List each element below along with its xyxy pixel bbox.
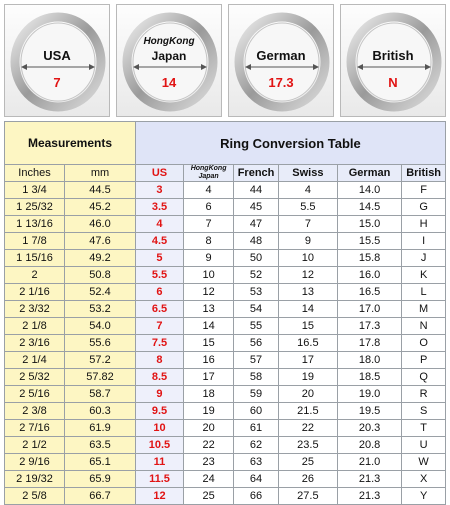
cell-german: 18.0 (337, 352, 401, 369)
col-hongkong-japan (183, 165, 233, 182)
cell-hongkong-japan: 8 (183, 233, 233, 250)
cell-british: S (402, 403, 446, 420)
cell-british: I (402, 233, 446, 250)
cell-inches: 1 7/8 (5, 233, 65, 250)
table-row (5, 216, 446, 233)
cell-hongkong-japan: 9 (183, 250, 233, 267)
cell-us: 4 (135, 216, 183, 233)
cell-british: O (402, 335, 446, 352)
cell-inches: 2 3/32 (5, 301, 65, 318)
cell-hongkong-japan: 18 (183, 386, 233, 403)
cell-us: 6.5 (135, 301, 183, 318)
col-german: German (337, 165, 401, 182)
cell-german: 16.5 (337, 284, 401, 301)
cell-hongkong-japan: 16 (183, 352, 233, 369)
cell-mm: 53.2 (65, 301, 136, 318)
ring-country-line1: HongKong (143, 36, 195, 47)
cell-inches: 2 (5, 267, 65, 284)
cell-inches: 2 5/16 (5, 386, 65, 403)
cell-mm: 47.6 (65, 233, 136, 250)
cell-mm: 60.3 (65, 403, 136, 420)
table-row (5, 454, 446, 471)
cell-us: 9 (135, 386, 183, 403)
table-row (5, 199, 446, 216)
cell-swiss: 15 (278, 318, 337, 335)
cell-british: G (402, 199, 446, 216)
cell-us: 4.5 (135, 233, 183, 250)
cell-inches: 2 7/16 (5, 420, 65, 437)
cell-mm: 65.1 (65, 454, 136, 471)
cell-swiss: 21.5 (278, 403, 337, 420)
cell-us: 3.5 (135, 199, 183, 216)
cell-swiss: 25 (278, 454, 337, 471)
cell-swiss: 22 (278, 420, 337, 437)
cell-french: 44 (234, 182, 279, 199)
table-row (5, 301, 446, 318)
cell-swiss: 20 (278, 386, 337, 403)
ring-country-label (117, 35, 221, 63)
ring-card-german (228, 4, 334, 117)
table-row (5, 267, 446, 284)
cell-german: 20.8 (337, 437, 401, 454)
cell-inches: 2 1/2 (5, 437, 65, 454)
cell-mm: 63.5 (65, 437, 136, 454)
cell-us: 10.5 (135, 437, 183, 454)
cell-hongkong-japan: 6 (183, 199, 233, 216)
col-swiss: Swiss (278, 165, 337, 182)
cell-mm: 45.2 (65, 199, 136, 216)
col-british: British (402, 165, 446, 182)
ring-size-value: 14 (161, 75, 177, 90)
table-row (5, 352, 446, 369)
ring-size-value: 7 (53, 75, 61, 90)
cell-hongkong-japan: 12 (183, 284, 233, 301)
cell-british: M (402, 301, 446, 318)
table-row (5, 233, 446, 250)
cell-german: 16.0 (337, 267, 401, 284)
cell-hongkong-japan: 7 (183, 216, 233, 233)
table-row (5, 403, 446, 420)
col-mm: mm (65, 165, 136, 182)
cell-us: 5 (135, 250, 183, 267)
table-row (5, 369, 446, 386)
table-row (5, 318, 446, 335)
cell-inches: 1 15/16 (5, 250, 65, 267)
cell-french: 47 (234, 216, 279, 233)
cell-inches: 2 3/8 (5, 403, 65, 420)
cell-british: F (402, 182, 446, 199)
cell-mm: 44.5 (65, 182, 136, 199)
cell-french: 64 (234, 471, 279, 488)
cell-mm: 65.9 (65, 471, 136, 488)
cell-french: 66 (234, 488, 279, 505)
cell-hongkong-japan: 13 (183, 301, 233, 318)
cell-us: 7.5 (135, 335, 183, 352)
cell-german: 15.5 (337, 233, 401, 250)
cell-british: K (402, 267, 446, 284)
cell-mm: 50.8 (65, 267, 136, 284)
cell-german: 18.5 (337, 369, 401, 386)
cell-french: 50 (234, 250, 279, 267)
cell-swiss: 19 (278, 369, 337, 386)
table-row (5, 488, 446, 505)
cell-hongkong-japan: 19 (183, 403, 233, 420)
cell-swiss: 9 (278, 233, 337, 250)
cell-hongkong-japan: 4 (183, 182, 233, 199)
cell-inches: 2 1/16 (5, 284, 65, 301)
cell-swiss: 14 (278, 301, 337, 318)
cell-inches: 2 5/32 (5, 369, 65, 386)
cell-british: U (402, 437, 446, 454)
cell-german: 17.8 (337, 335, 401, 352)
cell-british: X (402, 471, 446, 488)
cell-swiss: 23.5 (278, 437, 337, 454)
cell-inches: 2 19/32 (5, 471, 65, 488)
ring-country-label: British (372, 48, 414, 63)
cell-swiss: 26 (278, 471, 337, 488)
cell-british: T (402, 420, 446, 437)
cell-french: 53 (234, 284, 279, 301)
cell-german: 21.3 (337, 471, 401, 488)
cell-french: 48 (234, 233, 279, 250)
cell-swiss: 4 (278, 182, 337, 199)
cell-inches: 2 1/4 (5, 352, 65, 369)
col-hk-line1: HongKong (190, 165, 227, 172)
table-row (5, 250, 446, 267)
table-row (5, 420, 446, 437)
cell-german: 15.0 (337, 216, 401, 233)
cell-us: 9.5 (135, 403, 183, 420)
cell-swiss: 16.5 (278, 335, 337, 352)
cell-french: 59 (234, 386, 279, 403)
cell-british: L (402, 284, 446, 301)
cell-german: 21.3 (337, 488, 401, 505)
cell-swiss: 17 (278, 352, 337, 369)
cell-swiss: 13 (278, 284, 337, 301)
ring-country-label: German (256, 48, 306, 63)
cell-mm: 54.0 (65, 318, 136, 335)
cell-hongkong-japan: 20 (183, 420, 233, 437)
cell-hongkong-japan: 25 (183, 488, 233, 505)
measurements-header: Measurements (5, 122, 136, 165)
cell-german: 14.5 (337, 199, 401, 216)
cell-us: 11 (135, 454, 183, 471)
column-header-row (5, 165, 446, 182)
cell-hongkong-japan: 22 (183, 437, 233, 454)
table-row (5, 386, 446, 403)
cell-mm: 49.2 (65, 250, 136, 267)
cell-swiss: 5.5 (278, 199, 337, 216)
cell-german: 14.0 (337, 182, 401, 199)
cell-inches: 2 5/8 (5, 488, 65, 505)
ring-card-hongkong-japan (116, 4, 222, 117)
cell-british: H (402, 216, 446, 233)
cell-inches: 1 3/4 (5, 182, 65, 199)
cell-german: 21.0 (337, 454, 401, 471)
cell-mm: 57.2 (65, 352, 136, 369)
cell-us: 10 (135, 420, 183, 437)
ring-conversion-table (4, 121, 446, 505)
cell-french: 58 (234, 369, 279, 386)
cell-mm: 57.82 (65, 369, 136, 386)
ring-illustrations (4, 4, 446, 117)
ring-card-british (340, 4, 446, 117)
cell-french: 56 (234, 335, 279, 352)
cell-french: 52 (234, 267, 279, 284)
cell-inches: 2 3/16 (5, 335, 65, 352)
table-row (5, 335, 446, 352)
ring-country-label: USA (43, 48, 71, 63)
cell-swiss: 12 (278, 267, 337, 284)
cell-mm: 55.6 (65, 335, 136, 352)
cell-german: 19.5 (337, 403, 401, 420)
cell-hongkong-japan: 17 (183, 369, 233, 386)
cell-us: 7 (135, 318, 183, 335)
cell-hongkong-japan: 14 (183, 318, 233, 335)
cell-german: 20.3 (337, 420, 401, 437)
cell-mm: 52.4 (65, 284, 136, 301)
table-row (5, 284, 446, 301)
cell-swiss: 27.5 (278, 488, 337, 505)
cell-british: Q (402, 369, 446, 386)
table-row (5, 182, 446, 199)
cell-french: 63 (234, 454, 279, 471)
cell-inches: 1 25/32 (5, 199, 65, 216)
cell-us: 8.5 (135, 369, 183, 386)
cell-inches: 2 1/8 (5, 318, 65, 335)
cell-british: R (402, 386, 446, 403)
cell-british: W (402, 454, 446, 471)
cell-hongkong-japan: 15 (183, 335, 233, 352)
cell-british: P (402, 352, 446, 369)
table-row (5, 437, 446, 454)
cell-hongkong-japan: 10 (183, 267, 233, 284)
cell-british: N (402, 318, 446, 335)
cell-us: 5.5 (135, 267, 183, 284)
cell-mm: 66.7 (65, 488, 136, 505)
ring-country-line2: Japan (151, 49, 187, 63)
table-row (5, 471, 446, 488)
cell-british: Y (402, 488, 446, 505)
col-inches: Inches (5, 165, 65, 182)
cell-us: 11.5 (135, 471, 183, 488)
cell-british: J (402, 250, 446, 267)
ring-card-usa (4, 4, 110, 117)
ring-size-value: N (388, 75, 398, 90)
cell-mm: 61.9 (65, 420, 136, 437)
cell-us: 12 (135, 488, 183, 505)
cell-german: 17.0 (337, 301, 401, 318)
cell-mm: 46.0 (65, 216, 136, 233)
ring-size-value: 17.3 (268, 75, 294, 90)
cell-french: 45 (234, 199, 279, 216)
cell-german: 19.0 (337, 386, 401, 403)
cell-french: 55 (234, 318, 279, 335)
cell-swiss: 7 (278, 216, 337, 233)
cell-us: 3 (135, 182, 183, 199)
cell-french: 54 (234, 301, 279, 318)
cell-hongkong-japan: 24 (183, 471, 233, 488)
cell-us: 6 (135, 284, 183, 301)
cell-german: 17.3 (337, 318, 401, 335)
cell-mm: 58.7 (65, 386, 136, 403)
col-us: US (135, 165, 183, 182)
cell-german: 15.8 (337, 250, 401, 267)
cell-hongkong-japan: 23 (183, 454, 233, 471)
cell-french: 57 (234, 352, 279, 369)
cell-french: 60 (234, 403, 279, 420)
cell-inches: 1 13/16 (5, 216, 65, 233)
cell-french: 62 (234, 437, 279, 454)
col-french: French (234, 165, 279, 182)
cell-french: 61 (234, 420, 279, 437)
cell-inches: 2 9/16 (5, 454, 65, 471)
table-title: Ring Conversion Table (135, 122, 445, 165)
table-body (5, 182, 446, 505)
cell-us: 8 (135, 352, 183, 369)
col-hk-line2: Japan (198, 173, 219, 180)
cell-swiss: 10 (278, 250, 337, 267)
